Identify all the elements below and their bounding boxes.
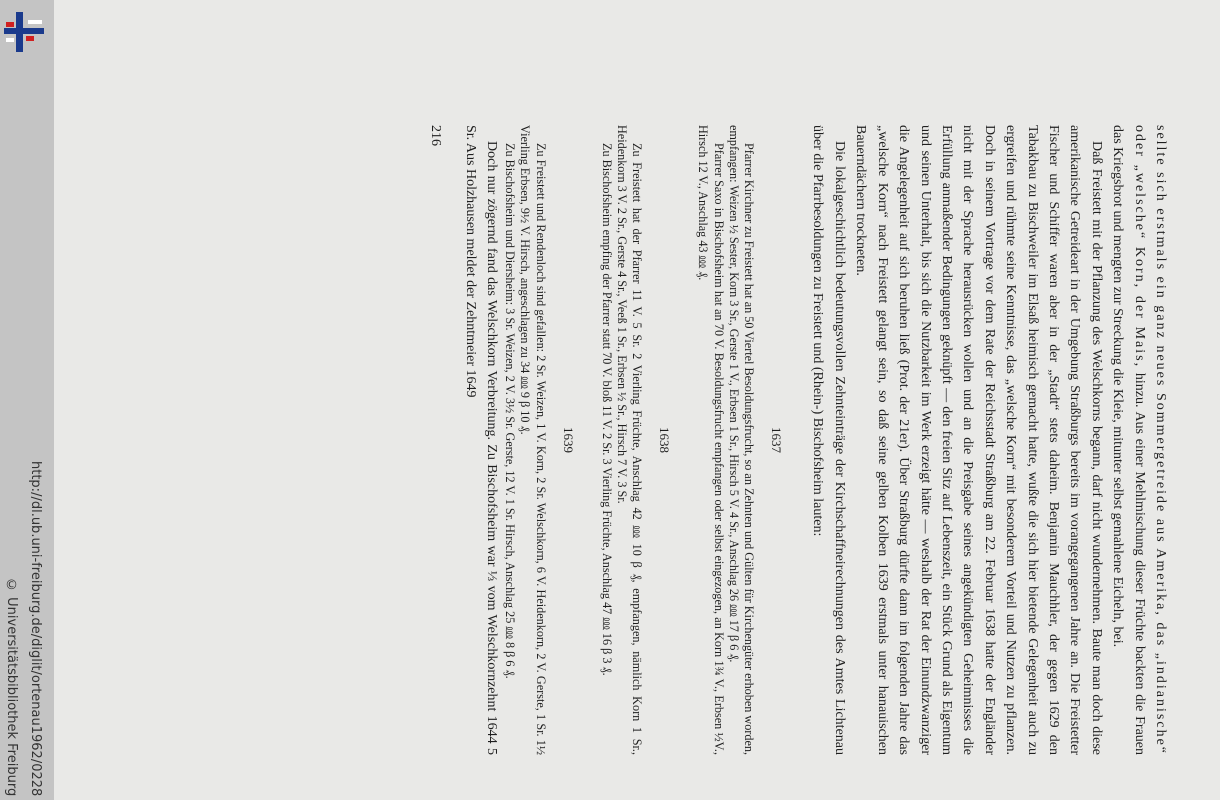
paragraph-intro-3: Die lokalgeschichtlich bedeutungsvollen Zehnteinträge der Kirchschaffneirechnungen des Amtes Lichtenau über die Pfarrbesoldungen zu Freistett und (Rhein-) Bischofsheim lauten: [810, 125, 847, 755]
year-heading-1639: 1639 [560, 427, 576, 453]
page-number: 216 [428, 125, 444, 146]
viewer-sidebar [0, 0, 55, 800]
record-paragraph: Zu Freistett hat der Pfarrer 11 V. 5 Sr. 2 Vierling Früchte, Anschlag 42 ⅏ 10 β ₰, empfangen, nämlich Korn 1 Sr., Heidenkorn 3 V. 2 Sr., Gerste 4 Sr., Veeß 1 Sr., Erbsen ½ Sr., Hirsch 7 V. 3 Sr. [615, 125, 645, 755]
record-paragraph: Zu Freistett und Rendenloch sind gefallen: 2 Sr. Weizen, 1 V. Korn, 2 Sr. Welschkorn, 6 V. Heidenkorn, 2 V. Gerste, 1 Sr. 1½ Vierling Erbsen, 9½ V. Hirsch, angeschlagen zu 34 ⅏ 9 β 10 ₰. [518, 125, 548, 755]
paragraph-closing: Doch nur zögernd fand das Welschkorn Verbreitung. Zu Bischofsheim war ⅓ vom Welschkornzehnt 1644 5 Sr. Aus Holzhausen meldet der Zehntmeier 1649 [462, 125, 500, 755]
record-paragraph: Zu Bischofsheim und Diersheim: 3 Sr. Weizen, 2 V. 3½ Sr. Gerste, 12 V. 1 Sr. Hirsch, Anschlag 25 ⅏ 8 β 6 ₰. [503, 143, 518, 679]
paragraph-intro-1: sellte sich erstmals ein ganz neues Sommergetreide aus Amerika, das „indianische“ oder „welsche“ Korn, der Mais, hinzu. Aus einer Mehlmischung dieser Früchte backten die Frauen das Kriegsbrot und mengten zur Streckung die Kleie, mitunter selbst gemahlene Eicheln, bei. [1110, 125, 1168, 755]
scanned-page [54, 0, 1220, 800]
record-paragraph: Zu Bischofsheim empfing der Pfarrer statt 70 V. bloß 11 V. 2 Sr. 3 Vierling Früchte, Anschlag 47 ⅏ 16 β 3 ₰. [599, 143, 614, 676]
record-paragraph: Pfarrer Saxo in Bischofsheim hat an 70 V. Besoldungsfrucht empfangen oder selbst eingezogen, an Korn 1¾ V., Erbsen ½V., Hirsch 12 V., Anschlag 43 ⅏ ₰. [696, 125, 726, 755]
page-text-rotated [171, 125, 1171, 755]
document-url[interactable]: http://dl.ub.uni-freiburg.de/diglit/ortenau1962/0228 [28, 460, 43, 796]
paragraph-intro-2: Daß Freistett mit der Pflanzung des Welschkorns begann, darf nicht wundernehmen. Baute man doch diese amerikanische Getreideart in der Umgebung Straßburgs bereits im vorangegangenen Jahre an. Die Freistetter Fischer und Schiffer waren aber in der „Stadt“ stets daheim. Benjamin Mauchhler, der gegen 1629 den Tabakbau zu Bischweiler im Elsaß heimisch gemacht hatte, wußte die sich hier bietende Gelegenheit auch zu ergreifen und rühmte seine Kenntnisse, das „welsche Korn“ mit besonderem Vorteil und Nutzen zu pflanzen. Doch in seinem Vortrage vor dem Rate der Reichsstadt Straßburg am 22. Februar 1638 hatte der Engländer nicht mit der Sprache herausrücken wollen und an die Preisgabe seines angekündigten Geheimnisses die Erfüllung anmaßender Bedingungen geknüpft — den freien Sitz auf Lebenszeit, ein Stück Grund als Eigentum und seinen Unterhalt, bis sich die Nutzbarkeit im Werk erzeigt hätte — weshalb der Rat der Einundzwanziger die Angelegenheit auf sich beruhen ließ (Prot. der 21er). Über Straßburg dürfte dann im folgenden Jahre das „welsche Korn“ nach Freistett gelangt sein, so daß seine gelben Kolben 1639 erstmals unter hanauischen Bauerndächern trockneten. [853, 125, 1104, 755]
spaced-text: sellte sich erstmals ein ganz neues Sommergetreide aus Amerika, das „indianische“ oder „welsche“ Korn, der Mais, [1131, 125, 1168, 755]
year-heading-1638: 1638 [657, 427, 673, 453]
copyright-notice: © Universitätsbibliothek Freiburg [4, 577, 19, 796]
record-paragraph: Pfarrer Kirchner zu Freistett hat an 50 Viertel Besoldungsfrucht, so an Zehnten und Gülten für Kirchengüter erhoben worden, empfangen: Weizen ½ Sester, Korn 3 Sr., Gerste 1 V., Erbsen 1 Sr., Hirsch 5 V. 4 Sr., Anschlag 26 ⅏ 17 β 6 ₰. [726, 125, 757, 755]
year-heading-1637: 1637 [769, 427, 785, 453]
